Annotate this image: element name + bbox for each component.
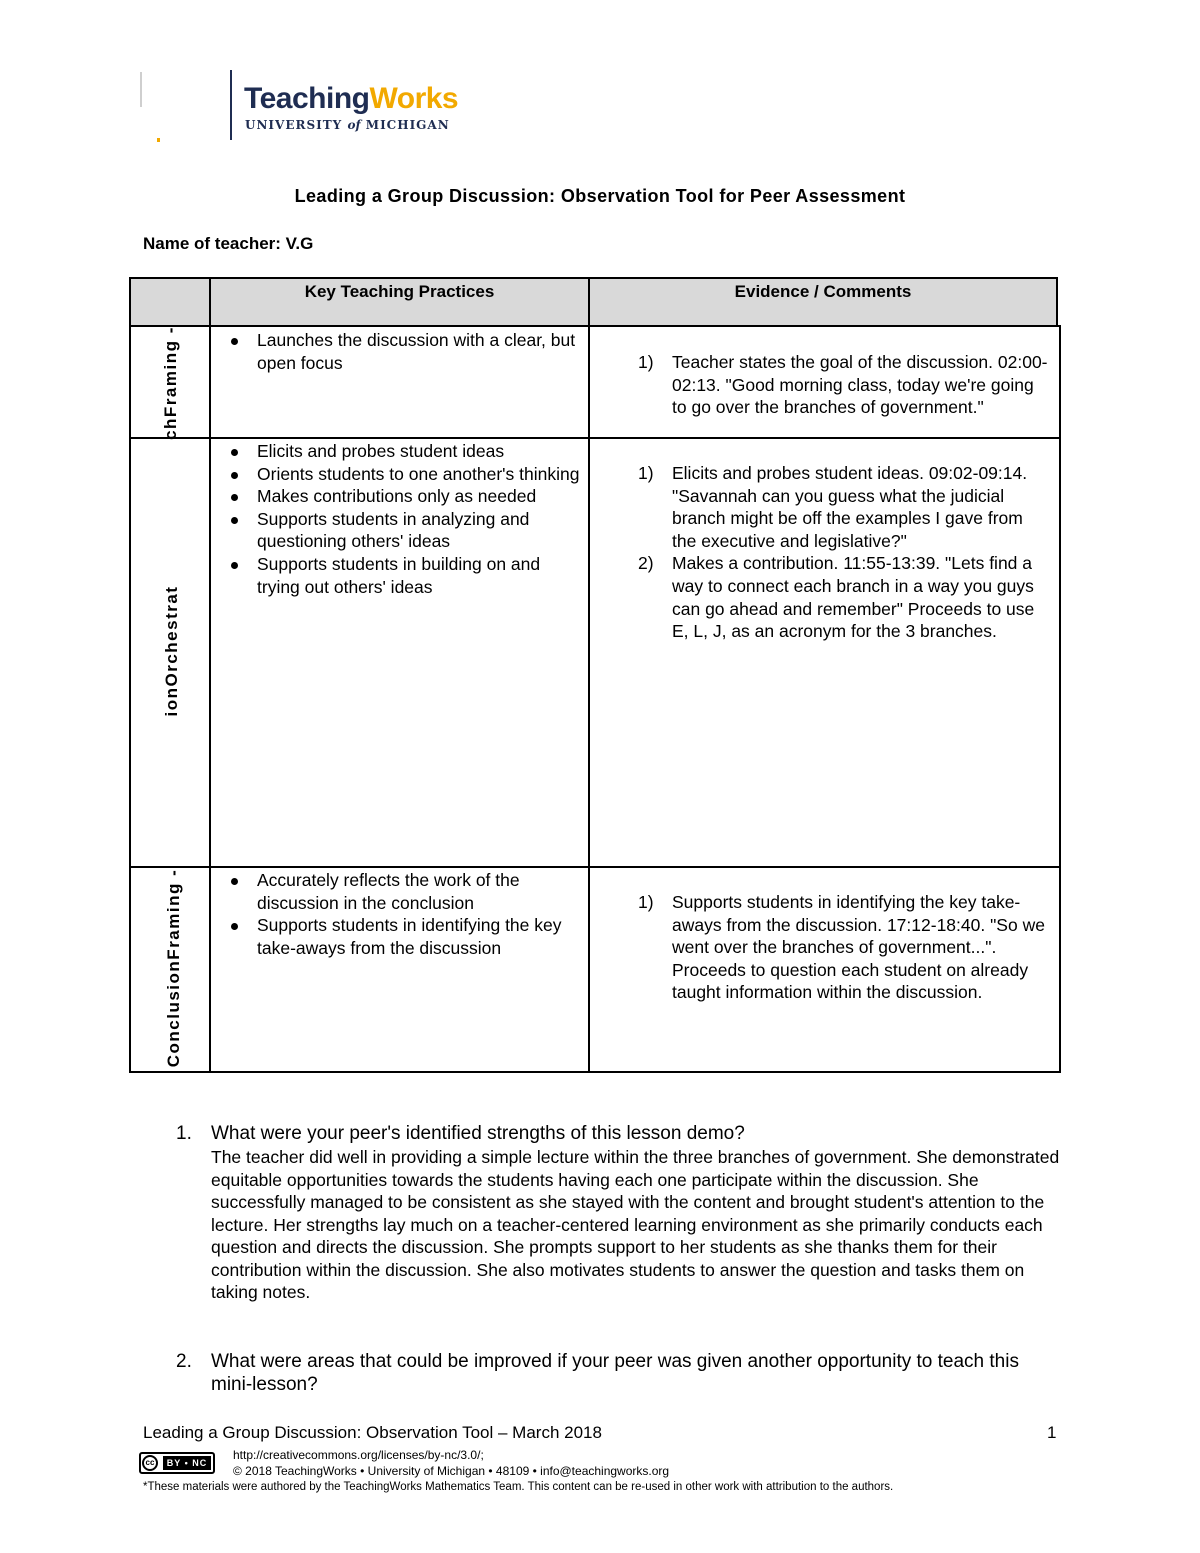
logo-divider <box>230 70 232 140</box>
list-item: 1) Supports students in identifying the key take-aways from the discussion. 17:12-18:40. "So we went over the branches of government...". Proceeds to question each student on already taught information within the discussion. <box>638 892 1045 1003</box>
table-header-evidence: Evidence / Comments <box>588 277 1058 327</box>
practices-list <box>211 869 581 959</box>
teachingworks-logo: TeachingWorks <box>244 82 459 115</box>
list-item: Supports students in building on and trying out others' ideas <box>211 553 581 598</box>
document-title: Leading a Group Discussion: Observation Tool for Peer Assessment <box>294 186 906 206</box>
cc-icon: cc <box>142 1455 158 1471</box>
creative-commons-badge <box>139 1452 215 1474</box>
list-item: Elicits and probes student ideas <box>211 440 581 463</box>
list-item: Makes contributions only as needed <box>211 485 581 508</box>
table-divider <box>129 866 1061 868</box>
copyright-line: © 2018 TeachingWorks • University of Michigan • 48109 • info@teachingworks.org <box>233 1464 670 1478</box>
table-header-practices: Key Teaching Practices <box>209 277 590 327</box>
list-item: Supports students in analyzing and questioning others' ideas <box>211 508 581 553</box>
logo-margin-dot <box>157 138 160 142</box>
list-item: 1) Teacher states the goal of the discussion. 02:00-02:13. "Good morning class, today we're going to go over the branches of government." <box>638 352 1048 418</box>
list-item: Orients students to one another's thinking <box>211 463 581 486</box>
logo-margin-mark <box>140 72 142 107</box>
answer-1: The teacher did well in providing a simple lecture within the three branches of government. She demonstrated equitable opportunities towards the students having each one participate within the discussion. She successfully managed to be consistent as she stayed with the content and brought student's attention to the lecture. Her strengths lay much on a teacher-centered learning environment as she primarily conducts each question and directs the discussion. She prompts support to her students as she thanks them for their contribution within the discussion. She also motivates students to answer the question and tasks them on taking notes. <box>211 1147 1060 1302</box>
evidence-list <box>590 351 1052 419</box>
list-item: 1) Elicits and probes student ideas. 09:02-09:14. "Savannah can you guess what the judicial branch might be off the examples I gave from the executive and legislative?" <box>638 463 1028 551</box>
row-section-label: chFraming - <box>161 326 180 440</box>
license-url: http://creativecommons.org/licenses/by-nc/3.0/; <box>233 1448 484 1462</box>
list-item: Accurately reflects the work of the discussion in the conclusion <box>211 869 581 914</box>
practices-list <box>211 440 581 598</box>
list-item: Launches the discussion with a clear, but open focus <box>211 329 581 374</box>
page-number: 1 <box>1047 1423 1057 1442</box>
table-divider <box>129 437 1061 439</box>
list-item: 2) Makes a contribution. 11:55-13:39. "Lets find a way to connect each branch in a way you guys can go ahead and remember" Proceeds to use E, L, J, as an acronym for the 3 branches. <box>638 553 1035 642</box>
footer-title: Leading a Group Discussion: Observation Tool – March 2018 <box>143 1423 602 1442</box>
evidence-list <box>590 891 1052 1004</box>
university-of-michigan-logo-text: UNIVERSITY of MICHIGAN <box>245 118 450 132</box>
evidence-list <box>590 462 1052 643</box>
practices-list <box>211 329 581 374</box>
list-item: Supports students in identifying the key take-aways from the discussion <box>211 914 581 959</box>
cc-license-label: BY • NC <box>163 1456 211 1470</box>
row-section-label: ionOrchestrat <box>162 585 181 717</box>
teacher-name: Name of teacher: V.G <box>143 234 314 253</box>
row-section-label: ConclusionFraming - <box>164 868 183 1068</box>
authorship-note: *These materials were authored by the TeachingWorks Mathematics Team. This content can be re-used in other work with attribution to the authors. <box>143 1481 894 1493</box>
